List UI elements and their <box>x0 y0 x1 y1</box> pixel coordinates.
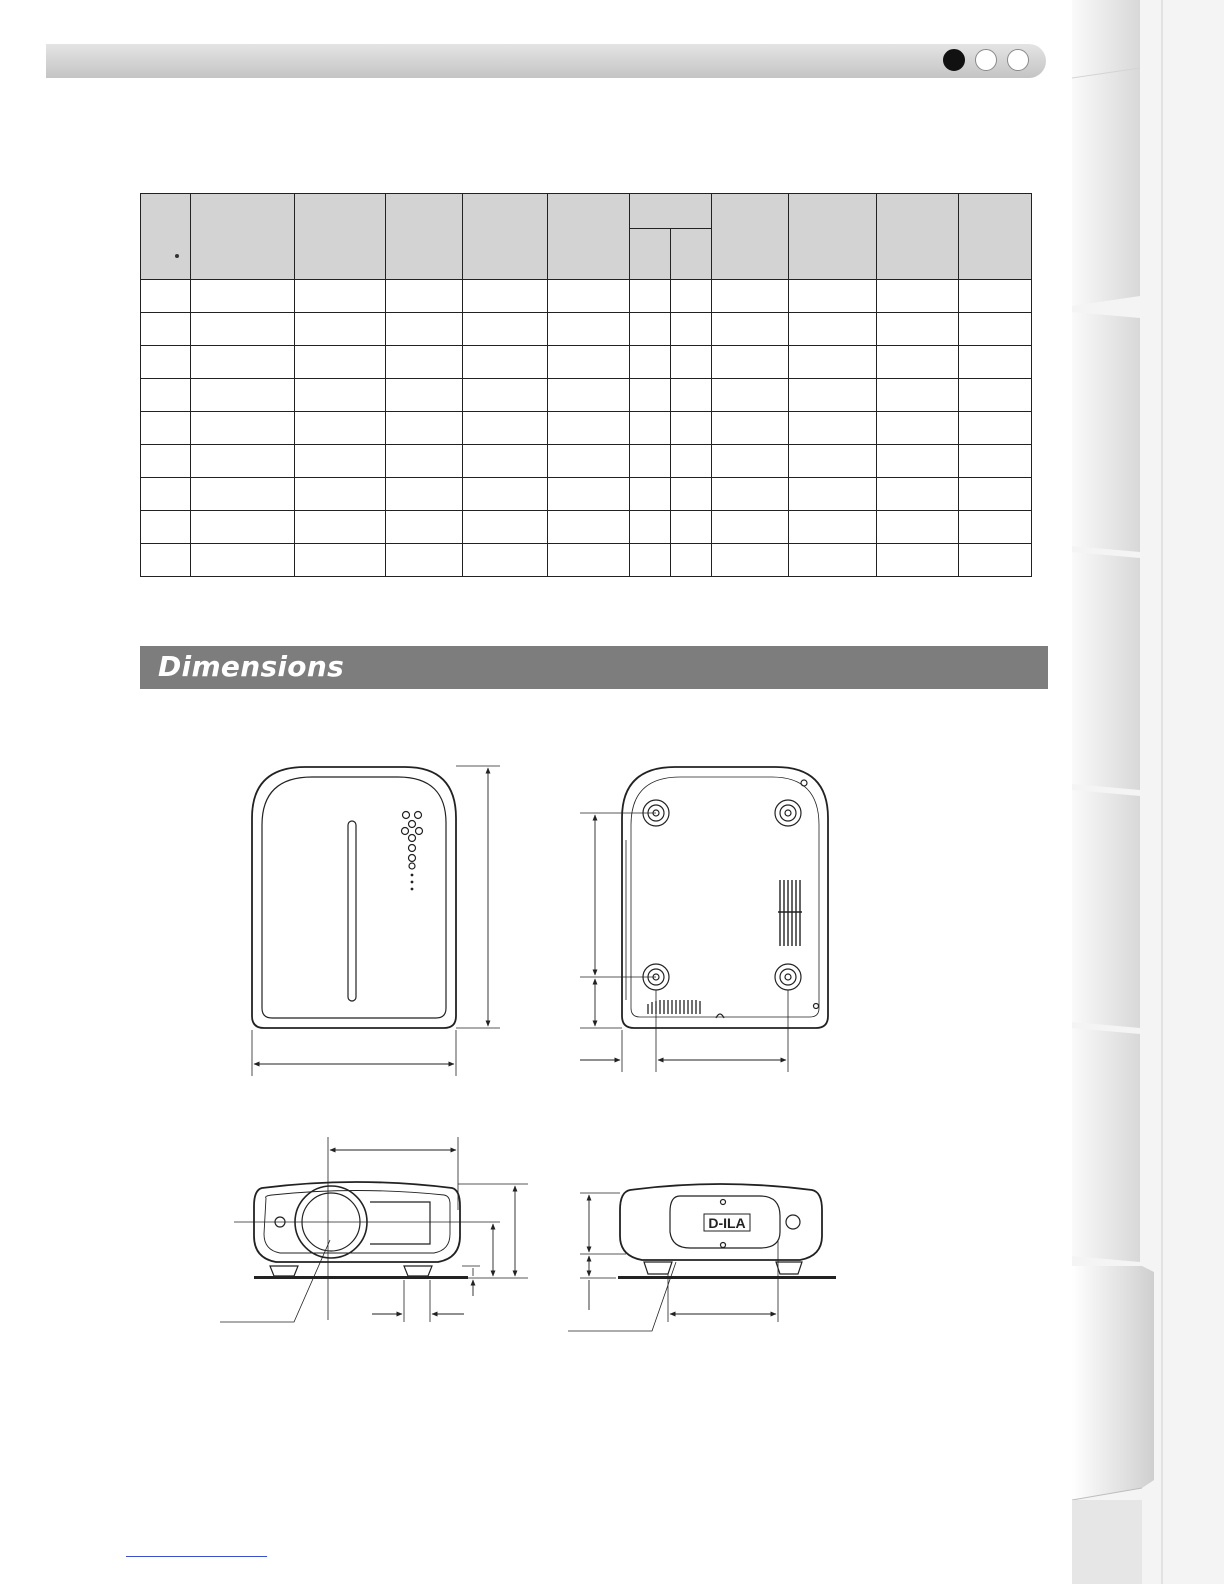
bottom-view-drawing <box>580 767 828 1072</box>
footer-link-underline[interactable] <box>126 1556 267 1557</box>
top-view-drawing <box>252 766 500 1076</box>
control-buttons-icon <box>402 812 423 890</box>
front-view-drawing <box>220 1137 528 1322</box>
leader-line <box>568 1262 676 1331</box>
foot-icon <box>775 800 801 826</box>
logo-text: D-ILA <box>708 1215 746 1231</box>
logo-icon <box>704 1214 750 1231</box>
section-title: Dimensions <box>158 650 345 683</box>
foot-icon <box>775 964 801 990</box>
sensor-icon <box>786 1215 800 1229</box>
rear-view-drawing <box>568 1184 836 1331</box>
leader-line <box>220 1240 330 1322</box>
vent-grille-icon <box>778 880 802 946</box>
